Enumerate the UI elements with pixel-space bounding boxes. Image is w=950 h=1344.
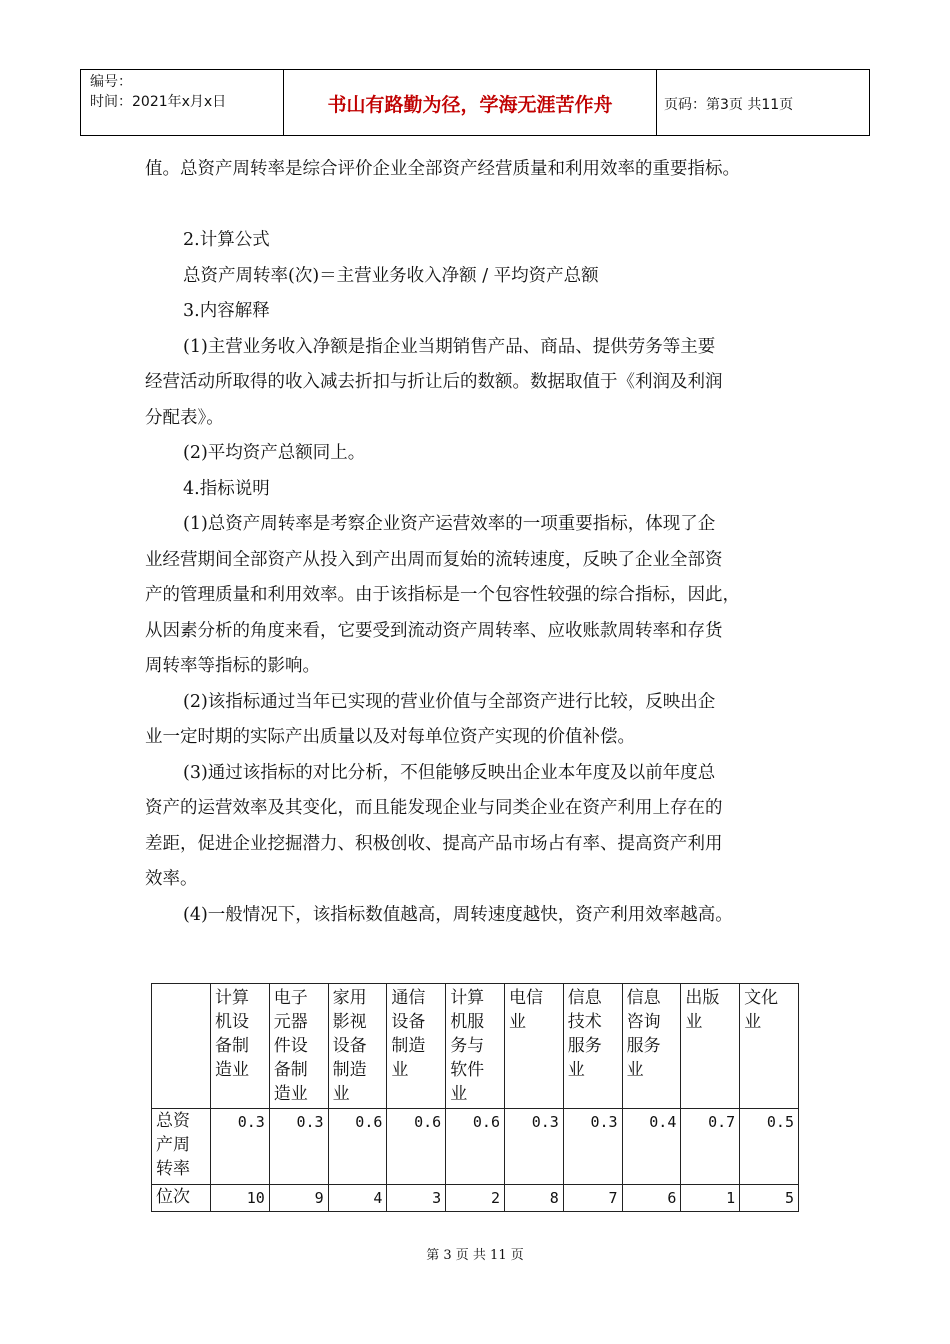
- table-header-cell: 文化 业: [740, 984, 799, 1109]
- table-cell: 8: [504, 1185, 563, 1212]
- header-motto: 书山有路勤为径，学海无涯苦作舟: [327, 94, 613, 116]
- section-heading: 4.指标说明: [183, 478, 270, 499]
- header-meta: [90, 72, 226, 112]
- table-header-cell: 电信 业: [504, 984, 563, 1109]
- table-cell: 0.6: [328, 1109, 387, 1185]
- section-heading: 2.计算公式: [183, 230, 270, 250]
- table-cell: 9: [269, 1185, 328, 1212]
- industry-turnover-table: [151, 983, 799, 1212]
- table-cell: 10: [211, 1185, 270, 1212]
- table-cell: 0.3: [211, 1109, 270, 1185]
- table-cell: 5: [740, 1185, 799, 1212]
- row-label-turnover: 总资 产周 转率: [152, 1109, 211, 1185]
- paragraph-line: 周转率等指标的影响。: [145, 656, 320, 676]
- table-cell: 7: [563, 1185, 622, 1212]
- paragraph-line: 经营活动所取得的收入减去折扣与折让后的数额。数据取值于《利润及利润: [145, 372, 723, 392]
- table-header-cell: 计算 机服 务与 软件 业: [446, 984, 505, 1109]
- paragraph-line: 产的管理质量和利用效率。由于该指标是一个包容性较强的综合指标，因此，: [145, 585, 740, 605]
- header-divider-left: [80, 69, 81, 136]
- header-divider-2: [656, 69, 657, 136]
- header-bottom-rule: [80, 135, 870, 136]
- table-cell: 6: [622, 1185, 681, 1212]
- table-header-cell: 通信 设备 制造 业: [387, 984, 446, 1109]
- header-divider-right: [869, 69, 870, 136]
- paragraph-line: 从因素分析的角度来看，它要受到流动资产周转率、应收账款周转率和存货: [145, 620, 723, 641]
- date-label: 时间：2021年x月x日: [90, 94, 227, 110]
- table-cell: 0.3: [504, 1109, 563, 1185]
- paragraph-line: 业经营期间全部资产从投入到产出周而复始的流转速度，反映了企业全部资: [145, 549, 723, 570]
- paragraph-line: 差距，促进企业挖掘潜力、积极创收、提高产品市场占有率、提高资产利用: [145, 833, 723, 854]
- paragraph-line: 分配表》。: [145, 407, 224, 428]
- table-cell: 0.6: [446, 1109, 505, 1185]
- table-row: [152, 1185, 799, 1212]
- paragraph-line: (1)主营业务收入净额是指企业当期销售产品、商品、提供劳务等主要: [183, 336, 716, 357]
- table-cell: 2: [446, 1185, 505, 1212]
- paragraph-line: (2)该指标通过当年已实现的营业价值与全部资产进行比较，反映出企: [183, 691, 716, 712]
- header-page-info: 页码：第3页 共11页: [664, 97, 794, 113]
- paragraph-line: (4)一般情况下，该指标数值越高，周转速度越快，资产利用效率越高。: [183, 904, 733, 925]
- table-cell: 0.3: [269, 1109, 328, 1185]
- table-header-cell: 出版 业: [681, 984, 740, 1109]
- table-corner-cell: [152, 984, 211, 1109]
- section-heading: 3.内容解释: [183, 301, 270, 321]
- table-header-cell: 家用 影视 设备 制造 业: [328, 984, 387, 1109]
- paragraph-line: 值。总资产周转率是综合评价企业全部资产经营质量和利用效率的重要指标。: [145, 159, 740, 179]
- page-footer: 第 3 页 共 11 页: [426, 1248, 524, 1263]
- table-cell: 0.3: [563, 1109, 622, 1185]
- serial-number-label: 编号：: [90, 74, 132, 90]
- table-header-cell: 信息 咨询 服务 业: [622, 984, 681, 1109]
- table-cell: 0.4: [622, 1109, 681, 1185]
- table-cell: 0.7: [681, 1109, 740, 1185]
- table-header-cell: 计算 机设 备制 造业: [211, 984, 270, 1109]
- table-header-cell: 信息 技术 服务 业: [563, 984, 622, 1109]
- table-header-cell: 电子 元器 件设 备制 造业: [269, 984, 328, 1109]
- paragraph-line: (1)总资产周转率是考察企业资产运营效率的一项重要指标，体现了企: [183, 514, 716, 534]
- paragraph-line: 资产的运营效率及其变化，而且能发现企业与同类企业在资产利用上存在的: [145, 798, 723, 818]
- paragraph-line: 业一定时期的实际产出质量以及对每单位资产实现的价值补偿。: [145, 727, 635, 747]
- table-cell: 4: [328, 1185, 387, 1212]
- row-label-rank: 位次: [152, 1185, 211, 1212]
- blank-line: [145, 188, 805, 224]
- paragraph-line: (2)平均资产总额同上。: [183, 443, 366, 463]
- paragraph-line: (3)通过该指标的对比分析，不但能够反映出企业本年度及以前年度总: [183, 762, 716, 783]
- document-body: [145, 152, 805, 933]
- paragraph-line: 效率。: [145, 869, 198, 889]
- table-cell: 0.5: [740, 1109, 799, 1185]
- table-header-row: [152, 984, 799, 1109]
- table-cell: 3: [387, 1185, 446, 1212]
- table-cell: 0.6: [387, 1109, 446, 1185]
- formula-line: 总资产周转率(次)＝主营业务收入净额 / 平均资产总额: [183, 265, 599, 286]
- header-top-rule: [80, 69, 870, 70]
- table-row: [152, 1109, 799, 1185]
- table-cell: 1: [681, 1185, 740, 1212]
